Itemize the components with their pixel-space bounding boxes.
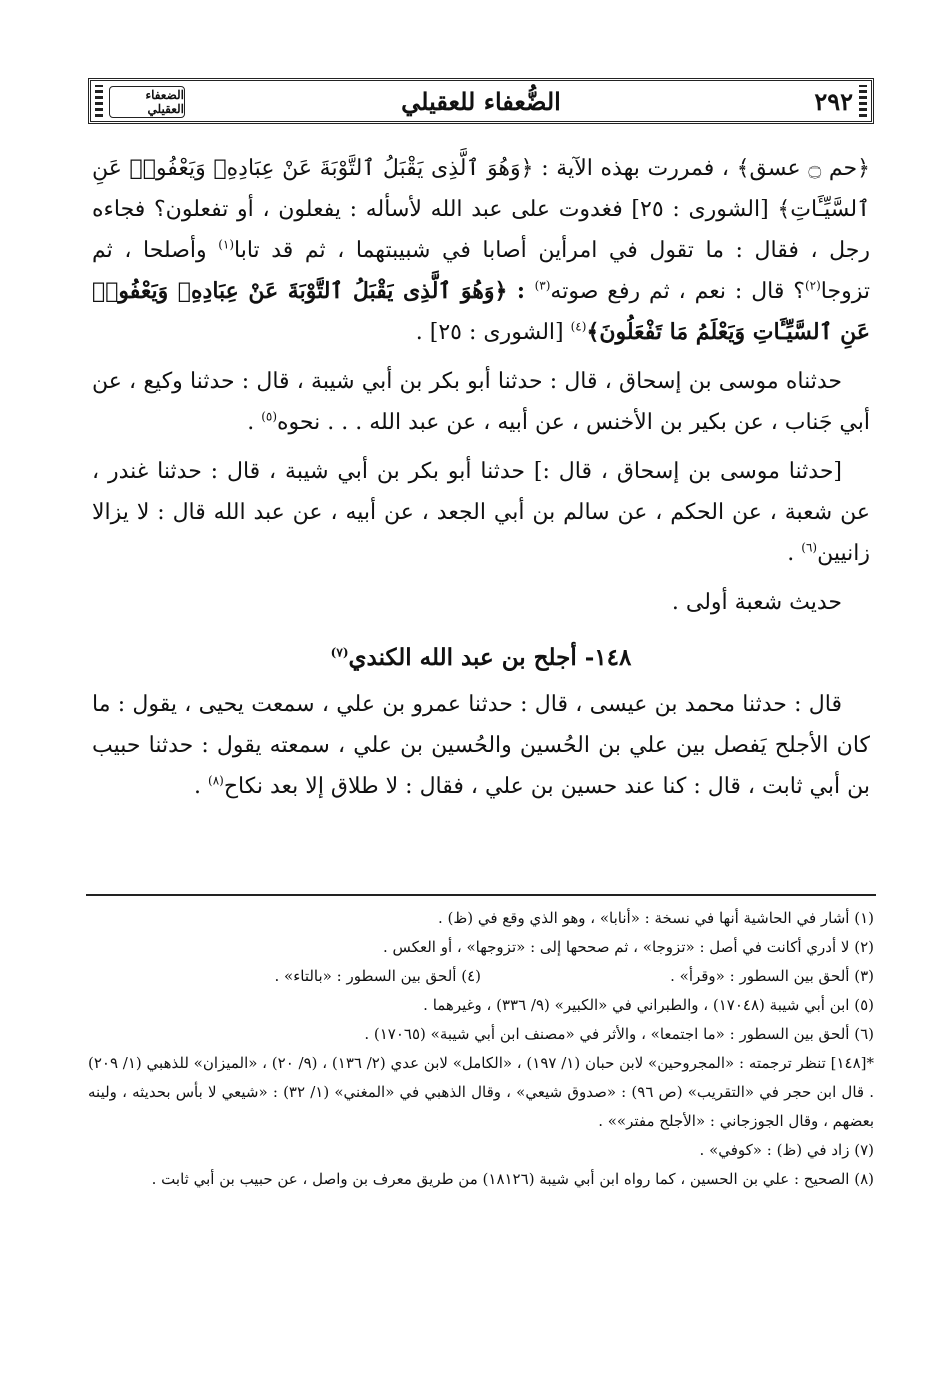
footnote-2: (٢) لا أدري أكانت في أصل : «تزوجا» ، ثم صححها إلى : «تزوجها» ، أو العكس . [383, 938, 874, 956]
paragraph-2-text: حدثناه موسى بن إسحاق ، قال : حدثنا أبو بكر بن أبي شيبة ، قال : حدثنا وكيع ، عن أبي جَناب ، عن بكير بن الأخنس ، عن أبيه ، عن عبد الله . . . نحوه [92, 369, 870, 435]
running-title: الضُّعفاء للعقيلي [401, 86, 561, 116]
paragraph-5 [92, 684, 870, 807]
paragraph-2-end: . [247, 410, 262, 435]
footnote-8: (٨) الصحيح : علي بن الحسين ، كما رواه ابن أبي شيبة (١٨١٢٦) من طريق معرف بن واصل ، عن حبيب بن أبي ثابت . [151, 1170, 874, 1188]
paragraph-4: حديث شعبة أولى . [671, 590, 842, 615]
footnote-6: (٦) ألحق بين السطور : «ما اجتمعا» ، والأثر في «مصنف ابن أبي شيبة» (١٧٠٦٥) . [364, 1025, 874, 1043]
main-text [92, 148, 870, 815]
paragraph-3 [92, 451, 870, 574]
paragraph-5-text: قال : حدثنا محمد بن عيسى ، قال : حدثنا عمرو بن علي ، سمعت يحيى ، يقول : ما كان الأجلح يَفصل بين علي بن الحُسين والحُسين بن علي ، سمعته يقول : حدثنا حبيب بن أبي ثابت ، قال : كنا عند حسين بن علي ، فقال : لا طلاق إلا بعد نكاح [92, 692, 870, 799]
paragraph-1-text: ﴿حم ۝ عسق﴾ ، فمررت بهذه الآية : ﴿وَهُوَ ٱلَّذِى يَقْبَلُ ٱلتَّوْبَةَ عَنْ عِبَادِهِۦ وَيَعْفُوا۟ عَنِ ٱلسَّيِّـَٔاتِ﴾ [الشورى : ٢٥] فغدوت على عبد الله لأسأله : يفعلون ، أو تفعلون؟ فجاءه رجل ، فقال : ما تقول في امرأين أصابا في شبيبتهما ، ثم قد تابا [92, 156, 870, 263]
paragraph-1-text-e: [الشورى : ٢٥] . [415, 320, 571, 345]
footnote-3: (٣) ألحق بين السطور : «وقرأ» . [670, 967, 874, 985]
entry-heading [92, 637, 870, 678]
paragraph-1 [92, 148, 870, 353]
footnote-row-3-4 [88, 962, 874, 991]
paragraph-2 [92, 361, 870, 443]
footnote-divider [86, 894, 876, 896]
page-number: ٢٩٢ [814, 87, 853, 116]
footnote-ref-1: (١) [218, 237, 235, 252]
footnotes [88, 904, 874, 1194]
footnote-entry-148: *[١٤٨] تنظر ترجمته : «المجروحين» لابن حبان (١/ ١٩٧) ، «الكامل» لابن عدي (٢/ ١٣٦) ، (٩/ ٢٠) ، «الميزان» للذهبي (١/ ٢٠٩) . قال ابن حجر في «التقريب» (ص ٩٦) : «صدوق شيعي» ، وقال الذهبي في «المغني» (١/ ٣٢) : «شيعي لا بأس بحديثه ، ولينه بعضهم ، وقال الجوزجاني : «الأجلح مفتر»» . [88, 1054, 875, 1130]
footnote-ref-2: (٢) [804, 278, 821, 293]
footnote-ref-4: (٤) [570, 319, 587, 334]
footnote-7: (٧) زاد في (ظ) : «كوفي» . [699, 1141, 874, 1159]
footnote-ref-3: (٣) [534, 278, 551, 293]
entry-heading-text: ١٤٨- أجلح بن عبد الله الكندي [348, 644, 632, 671]
paragraph-3-end: . [787, 541, 802, 566]
footnote-ref-7: (٧) [330, 645, 349, 660]
book-logo: الضعفاء العقيلي [109, 86, 185, 118]
paragraph-1-text-b: وأصلحا ، ثم تزوجا [92, 238, 870, 304]
paragraph-5-end: . [194, 774, 208, 799]
page-header [88, 78, 874, 124]
footnote-ref-5: (٥) [261, 409, 278, 424]
footnote-4: (٤) ألحق بين السطور : «بالتاء» . [274, 967, 481, 985]
footnote-5: (٥) ابن أبي شيبة (١٧٠٤٨) ، والطبراني في «الكبير» (٩/ ٣٣٦) ، وغيرهما . [423, 996, 874, 1014]
footnote-ref-8: (٨) [208, 773, 224, 788]
quran-verse: : ﴿وَهُوَ ٱلَّذِى يَقْبَلُ ٱلتَّوْبَةَ عَنْ عِبَادِهِۦ وَيَعْفُوا۟ عَنِ ٱلسَّيِّـَٔاتِ وَيَعْلَمُ مَا تَفْعَلُونَ﴾ [92, 278, 870, 345]
footnote-ref-6: (٦) [801, 540, 818, 555]
paragraph-1-text-c: ؟ قال : نعم ، ثم رفع صوته [550, 279, 805, 304]
footnote-1: (١) أشار في الحاشية أنها في نسخة : «أنابا» ، وهو الذي وقع في (ظ) . [437, 909, 874, 927]
paragraph-3-text: [حدثنا موسى بن إسحاق ، قال :] حدثنا أبو بكر بن أبي شيبة ، قال : حدثنا غندر ، عن شعبة ، عن الحكم ، عن سالم بن أبي الجعد ، عن أبيه ، عن عبد الله قال : لا يزالا زانيين [92, 459, 870, 566]
